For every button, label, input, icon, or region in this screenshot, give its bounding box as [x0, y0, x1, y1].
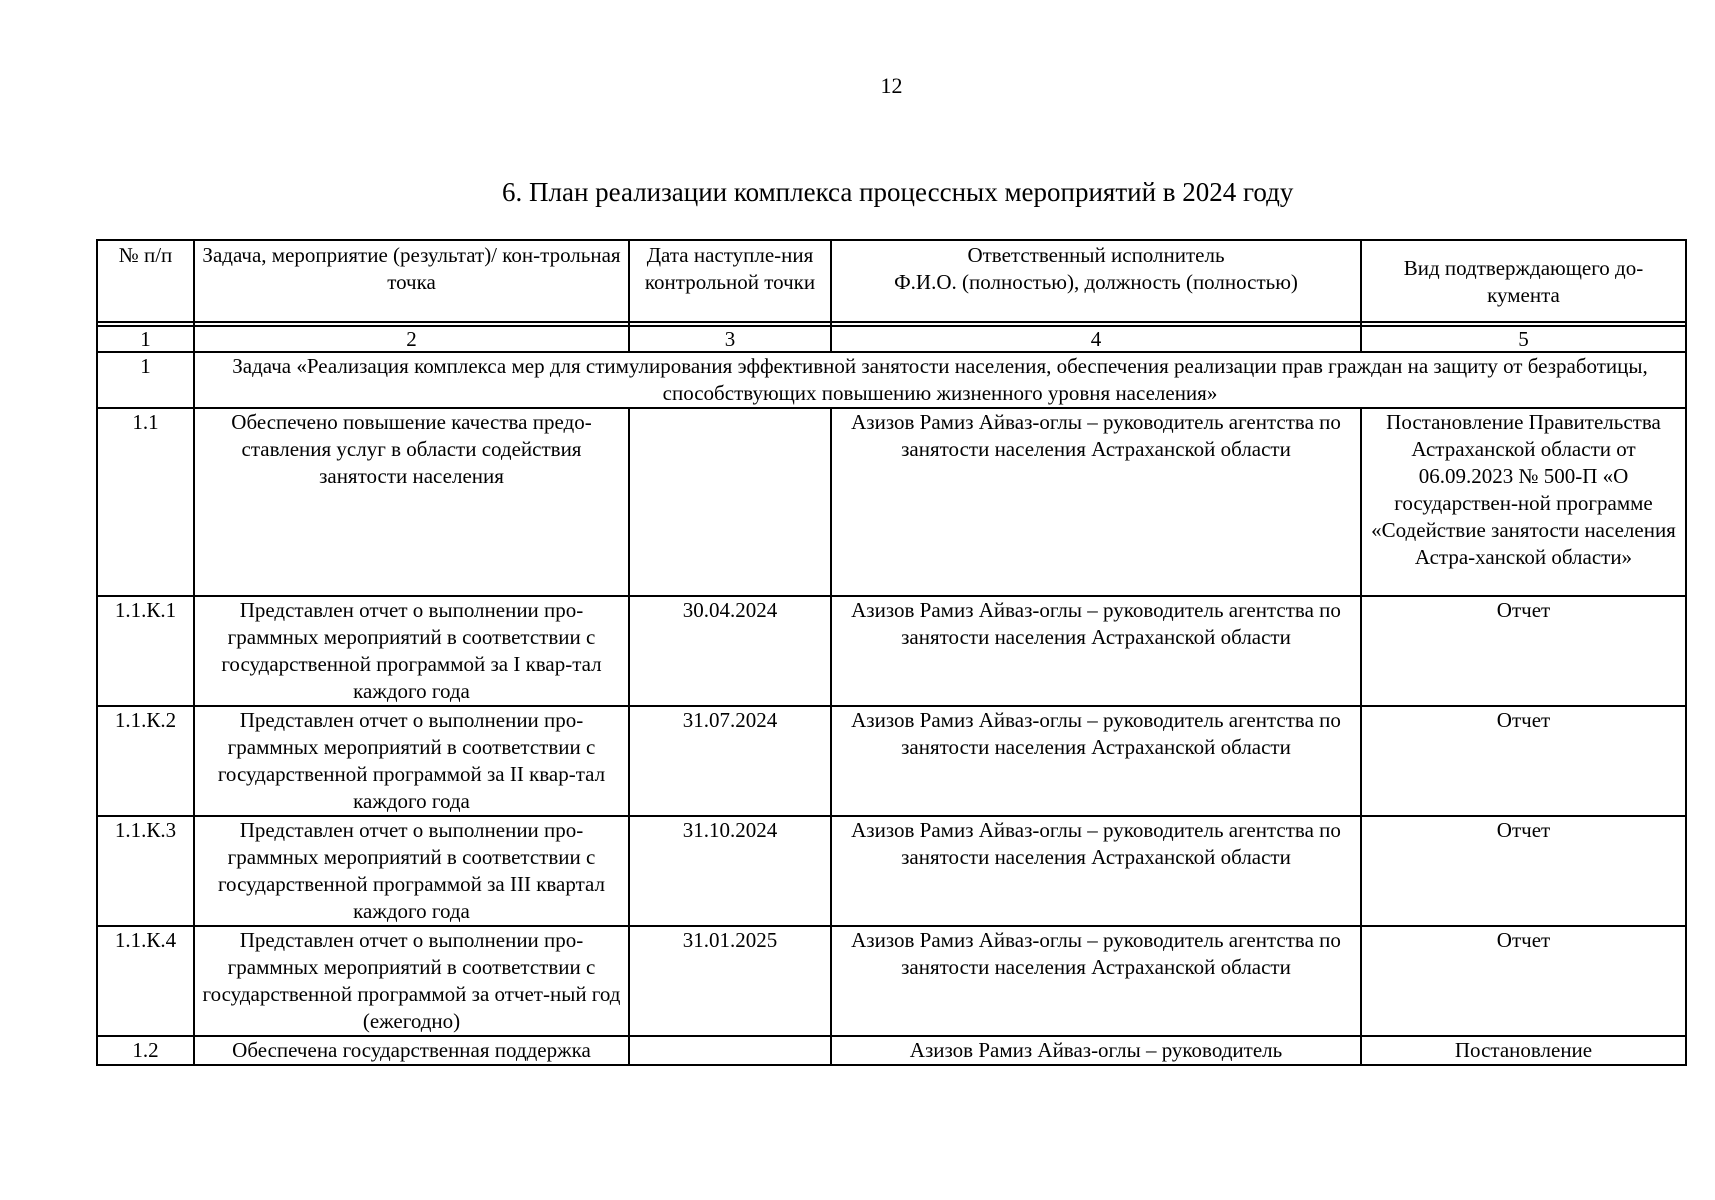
- table-row: [97, 926, 1686, 1036]
- row-doc: Постановление: [1361, 1036, 1686, 1065]
- row-doc: Отчет: [1361, 926, 1686, 1036]
- task-num: 1: [97, 352, 194, 408]
- column-number: 2: [194, 326, 629, 352]
- column-number: 4: [831, 326, 1361, 352]
- row-responsible: Азизов Рамиз Айваз-оглы – руководитель: [831, 1036, 1361, 1065]
- row-date: 31.07.2024: [629, 706, 831, 816]
- row-task: Представлен отчет о выполнении про-граммных мероприятий в соответствии с государственной программой за отчет-ный год (ежегодно): [194, 926, 629, 1036]
- task-row: [97, 352, 1686, 408]
- column-number: 3: [629, 326, 831, 352]
- row-responsible: Азизов Рамиз Айваз-оглы – руководитель агентства по занятости населения Астраханской области: [831, 926, 1361, 1036]
- column-number: 1: [97, 326, 194, 352]
- section-title: 6. План реализации комплекса процессных мероприятий в 2024 году: [502, 177, 1294, 207]
- row-responsible: Азизов Рамиз Айваз-оглы – руководитель агентства по занятости населения Астраханской области: [831, 596, 1361, 706]
- process-plan-table: [96, 239, 1687, 1066]
- table-row: [97, 1036, 1686, 1065]
- row-date: 31.01.2025: [629, 926, 831, 1036]
- page-number: 12: [880, 73, 903, 98]
- header-responsible: [831, 240, 1361, 322]
- row-task: Представлен отчет о выполнении про-граммных мероприятий в соответствии с государственной программой за II квар-тал каждого года: [194, 706, 629, 816]
- row-doc: Постановление Правительства Астраханской области от 06.09.2023 № 500-П «О государствен-ной программе «Содействие занятости населения Астра-ханской области»: [1361, 408, 1686, 596]
- row-responsible: Азизов Рамиз Айваз-оглы – руководитель агентства по занятости населения Астраханской области: [831, 816, 1361, 926]
- row-task: Представлен отчет о выполнении про-граммных мероприятий в соответствии с государственной программой за I квар-тал каждого года: [194, 596, 629, 706]
- table-row: [97, 816, 1686, 926]
- header-row: [97, 240, 1686, 322]
- table-row: [97, 596, 1686, 706]
- row-responsible: Азизов Рамиз Айваз-оглы – руководитель агентства по занятости населения Астраханской области: [831, 706, 1361, 816]
- row-doc: Отчет: [1361, 816, 1686, 926]
- row-task: Обеспечена государственная поддержка: [194, 1036, 629, 1065]
- row-responsible: Азизов Рамиз Айваз-оглы – руководитель агентства по занятости населения Астраханской области: [831, 408, 1361, 596]
- row-num: 1.2: [97, 1036, 194, 1065]
- header-task: Задача, мероприятие (результат)/ кон-трольная точка: [194, 240, 629, 322]
- row-num: 1.1.К.1: [97, 596, 194, 706]
- task-text: Задача «Реализация комплекса мер для стимулирования эффективной занятости населения, обеспечения реализации прав граждан на защиту от безработицы, способствующих повышению жизненного уровня населения»: [194, 352, 1686, 408]
- row-date: [629, 1036, 831, 1065]
- header-responsible-line1: Ответственный исполнитель: [967, 243, 1225, 267]
- table-row: [97, 408, 1686, 596]
- row-date: 31.10.2024: [629, 816, 831, 926]
- row-doc: Отчет: [1361, 596, 1686, 706]
- row-num: 1.1.К.3: [97, 816, 194, 926]
- row-doc: Отчет: [1361, 706, 1686, 816]
- row-task: Обеспечено повышение качества предо-ставления услуг в области содействия занятости населения: [194, 408, 629, 596]
- table-row: [97, 706, 1686, 816]
- column-number-row: [97, 326, 1686, 352]
- row-num: 1.1.К.2: [97, 706, 194, 816]
- header-num: № п/п: [97, 240, 194, 322]
- row-num: 1.1.К.4: [97, 926, 194, 1036]
- row-date: 30.04.2024: [629, 596, 831, 706]
- header-date: Дата наступле-ния контрольной точки: [629, 240, 831, 322]
- row-num: 1.1: [97, 408, 194, 596]
- row-task: Представлен отчет о выполнении про-граммных мероприятий в соответствии с государственной программой за III квартал каждого года: [194, 816, 629, 926]
- header-responsible-line2: Ф.И.О. (полностью), должность (полностью): [894, 270, 1298, 294]
- row-date: [629, 408, 831, 596]
- column-number: 5: [1361, 326, 1686, 352]
- header-doc: Вид подтверждающего до-кумента: [1361, 240, 1686, 322]
